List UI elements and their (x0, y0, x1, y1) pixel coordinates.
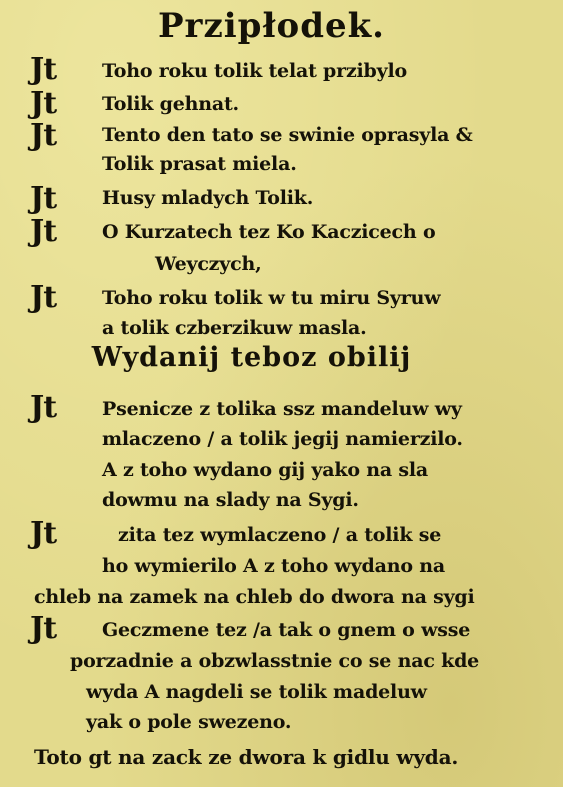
item-mark: Jt (30, 181, 57, 216)
item-mark: Jt (30, 611, 57, 646)
heading-przíplodek: Przipłodek. (157, 6, 386, 46)
item-mark: Jt (30, 390, 57, 425)
item-mark: Jt (30, 214, 57, 249)
entry-line: Toho roku tolik w tu miru Syruw (102, 287, 441, 309)
heading-wydanij: Wydanij teboz obilij (91, 342, 412, 373)
entry-line: Toho roku tolik telat przibylo (102, 60, 407, 82)
entry-line: Husy mladych Tolik. (102, 187, 314, 209)
entry-line: zita tez wymlaczeno / a tolik se (118, 524, 442, 546)
entry-line: ho wymierilo A z toho wydano na (102, 555, 445, 577)
entry-line: Weyczych, (155, 253, 262, 275)
entry-line: Tento den tato se swinie oprasyla & (102, 124, 473, 146)
entry-line: mlaczeno / a tolik jegij namierzilo. (102, 428, 463, 450)
item-mark: Jt (30, 118, 57, 153)
entry-line: Tolik prasat miela. (102, 153, 297, 175)
item-mark: Jt (30, 52, 57, 87)
entry-line: Psenicze z tolika ssz mandeluw wy (102, 398, 462, 420)
entry-line: wyda A nagdeli se tolik madeluw (86, 681, 427, 703)
item-mark: Jt (30, 86, 57, 121)
entry-line: yak o pole swezeno. (86, 711, 292, 733)
entry-line: dowmu na slady na Sygi. (102, 489, 359, 511)
item-mark: Jt (30, 280, 57, 315)
entry-line: porzadnie a obzwlasstnie co se nac kde (70, 650, 480, 672)
entry-line: A z toho wydano gij yako na sla (102, 459, 428, 481)
entry-line: O Kurzatech tez Ko Kaczicech o (102, 221, 436, 243)
entry-line: chleb na zamek na chleb do dwora na sygi (34, 586, 475, 608)
entry-line: a tolik czberzikuw masla. (102, 317, 367, 339)
entry-line: Geczmene tez /a tak o gnem o wsse (102, 619, 471, 641)
item-mark: Jt (30, 516, 57, 551)
entry-line: Tolik gehnat. (102, 93, 239, 115)
footer-line: Toto gt na zack ze dwora k gidlu wyda. (34, 745, 459, 769)
